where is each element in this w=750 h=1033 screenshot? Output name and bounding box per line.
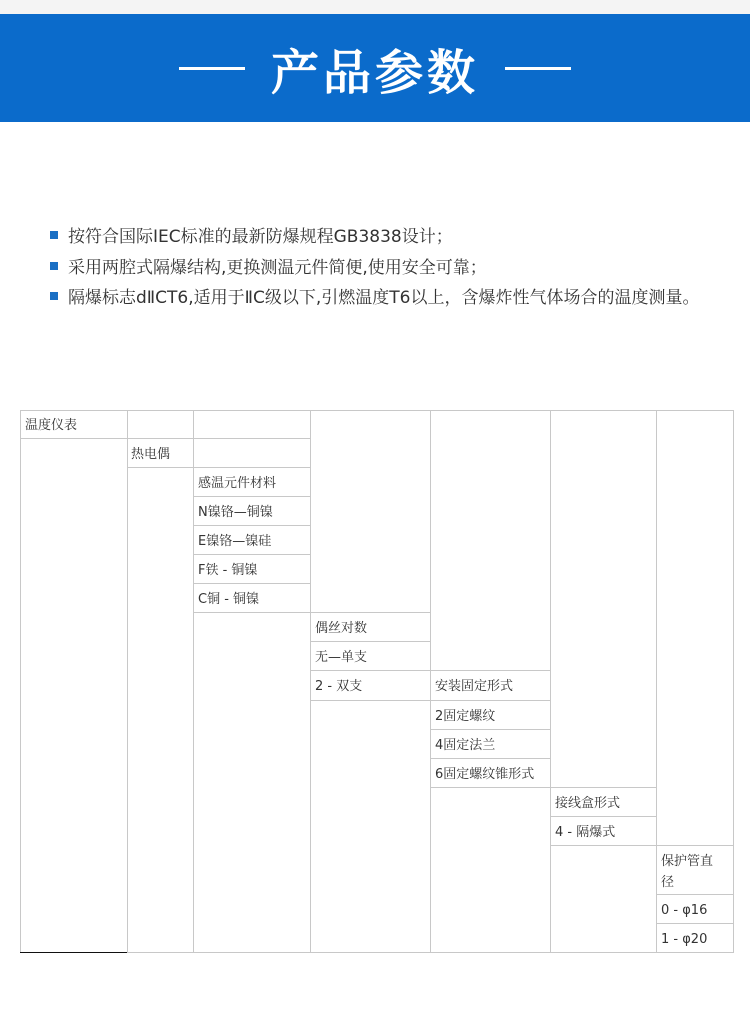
cell-mount-header: 安装固定形式	[435, 679, 514, 694]
cell-material: N镍铬—铜镍	[198, 505, 273, 520]
cell-tube: 0 - φ16	[661, 903, 708, 918]
cell-material: C铜 - 铜镍	[198, 592, 260, 607]
cell-mount: 6固定螺纹锥形式	[435, 767, 535, 782]
cell-tube: 1 - φ20	[661, 932, 708, 947]
cell-type: 热电偶	[131, 447, 171, 462]
cell-pairs: 无—单支	[315, 650, 368, 665]
page-title: 产品参数	[270, 44, 479, 101]
cell-material-header: 感温元件材料	[198, 476, 277, 491]
feature-item: 按符合国际IEC标准的最新防爆规程GB3838设计；	[32, 222, 722, 253]
cell-mount: 2固定螺纹	[435, 709, 496, 724]
cell-mount: 4固定法兰	[435, 738, 496, 753]
feature-item: 隔爆标志dⅡCT6,适用于ⅡC级以下,引燃温度T6以上，含爆炸性气体场合的温度测量。	[32, 283, 722, 314]
cell-pairs-header: 偶丝对数	[315, 621, 368, 636]
cell-box-header: 接线盒形式	[555, 796, 621, 811]
cell-tube-header: 保护管直 径	[661, 854, 714, 890]
cell-instrument: 温度仪表	[25, 418, 78, 433]
cell-pairs: 2 - 双支	[315, 679, 363, 694]
cell-box: 4 - 隔爆式	[555, 825, 616, 840]
feature-item: 采用两腔式隔爆结构,更换测温元件简便,使用安全可靠；	[32, 253, 722, 284]
table-grid	[20, 410, 734, 953]
cell-material: E镍铬—镍硅	[198, 534, 272, 549]
table-cells	[25, 417, 717, 947]
cell-material: F铁 - 铜镍	[198, 563, 258, 578]
